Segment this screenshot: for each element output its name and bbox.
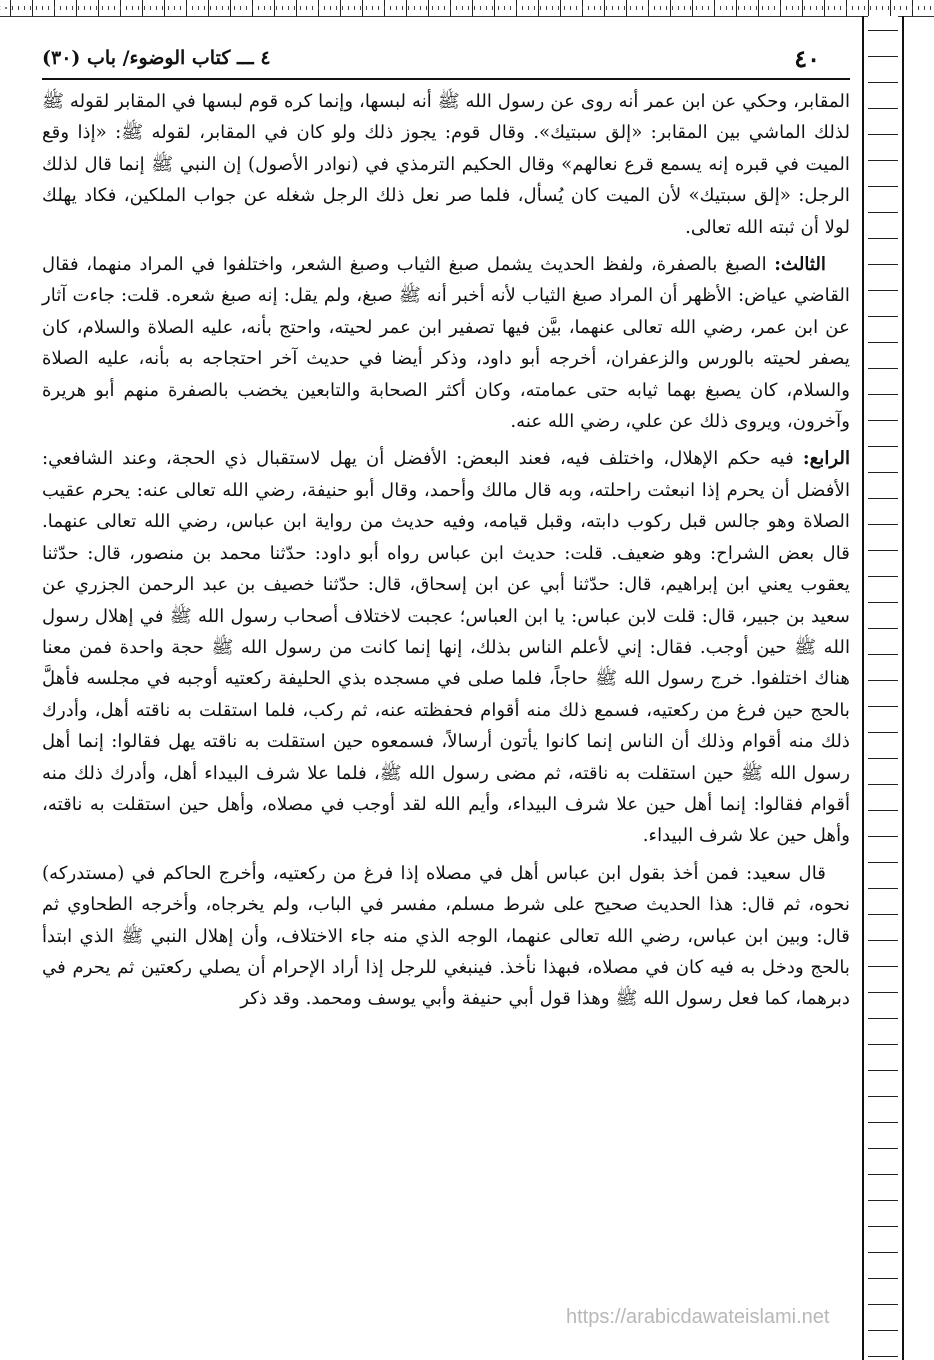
- side-ornament-border: [862, 16, 934, 1360]
- page-body: [42, 86, 850, 1015]
- running-title: ٤ ـــ كتاب الوضوء/ باب (٣٠): [42, 47, 271, 69]
- paragraph-3-text: فيه حكم الإهلال، واختلف فيه، فعند البعض: الأفضل أن يهل لاستقبال ذي الحجة، وعند الشافعي: الأفضل أن يحرم إذا انبعثت راحلته، وبه قال مالك وأحمد، وقال أبو حنيفة، رضي الله تعالى عنه: يحرم عقيب الصلاة وهو جالس قبل ركوب دابته، وقبل قيامه، وفيه حديث من رواية ابن عباس، رضي الله تعالى عنهما. قال بعض الشراح: وهو ضعيف. قلت: حديث ابن عباس رواه أبو داود: حدّثنا محمد بن منصور، قال: حدّثنا يعقوب يعني ابن إبراهيم، قال: حدّثنا أبي عن ابن إسحاق، قال: حدّثنا خصيف بن عبد الرحمن الجزري عن سعيد بن جبير، قال: قلت لابن عباس: يا ابن العباس؛ عجبت لاختلاف أصحاب رسول الله ﷺ في إهلال رسول الله ﷺ حين أوجب. فقال: إني لأعلم الناس بذلك، إنها إنما كانت من رسول الله ﷺ حجة واحدة فمن معنا هناك اختلفوا. خرج رسول الله ﷺ حاجاً، فلما صلى في مسجده بذي الحليفة ركعتيه أوجبه في مجلسه فأهلَّ بالحج حين فرغ من ركعتيه، فسمع ذلك منه أقوام فحفظته عنه، ثم ركب، فلما استقلت به ناقته أهل، وأدرك ذلك منه أقوام وذلك أن الناس إنما كانوا يأتون أرسالاً، فسمعوه حين استقلت به ناقته يهل فقالوا: إنما أهل رسول الله ﷺ حين استقلت به ناقته، ثم مضى رسول الله ﷺ، فلما علا شرف البيداء أهل، وأدرك ذلك منه أقوام فقالوا: إنما أهل حين علا شرف البيداء، وأيم الله لقد أوجب في مصلاه، وأهل حين استقلت به ناقته، وأهل حين علا شرف البيداء.: [42, 448, 850, 847]
- top-ornament-border: [0, 0, 934, 17]
- book-page: [42, 38, 850, 1338]
- paragraph-1-text: المقابر، وحكي عن ابن عمر أنه روى عن رسول الله ﷺ أنه لبسها، وإنما كره قوم لبسها في المقابر لقوله ﷺ لذلك الماشي بين المقابر: «إلق سبتيك». وقال قوم: يجوز ذلك ولو كان في المقابر، لقوله ﷺ: «إذا وقع الميت في قبره إنه يسمع قرع نعالهم» وقال الحكيم الترمذي في (نوادر الأصول) إن النبي ﷺ إنما قال لذلك الرجل: «إلق سبتيك» لأن الميت كان يُسأل، فلما صر نعل ذلك الرجل شغله عن جواب الملكين، فكاد يهلك لولا أن ثبته الله تعالى.: [42, 91, 850, 238]
- paragraph-2-lead: الثالث:: [774, 254, 826, 276]
- paragraph-4-text: قال سعيد: فمن أخذ بقول ابن عباس أهل في مصلاه إذا فرغ من ركعتيه، وأخرج الحاكم في (مستدركه) نحوه، ثم قال: هذا الحديث صحيح على شرط مسلم، مفسر في الباب، ولم يخرجاه، وأخرجه الطحاوي ثم قال: وبين ابن عباس، رضي الله تعالى عنهما، الوجه الذي منه جاء الاختلاف، وأن إهلال النبي ﷺ الذي ابتدأ بالحج ودخل به فيه كان في مصلاه، فبهذا نأخذ. فينبغي للرجل إذا أراد الإحرام أن يصلي ركعتين ثم يحرم في دبرهما، كما فعل رسول الله ﷺ وهذا قول أبي حنيفة وأبي يوسف ومحمد. وقد ذكر: [42, 862, 850, 1010]
- paragraph-1: [42, 86, 850, 243]
- paragraph-2: [42, 249, 850, 437]
- paragraph-3: [42, 443, 850, 851]
- paragraph-3-lead: الرابع:: [802, 448, 850, 470]
- paragraph-2-text: الصبغ بالصفرة، ولفظ الحديث يشمل صبغ الثياب وصبغ الشعر، واختلفوا في المراد منهما، فقال القاضي عياض: الأظهر أن المراد صبغ الثياب لأنه أخبر أنه ﷺ صبغ، ولم يقل: إنه صبغ شعره. قلت: جاءت آثار عن ابن عمر، رضي الله تعالى عنهما، بيَّن فيها تصفير ابن عمر لحيته، واحتج بأنه، عليه الصلاة والسلام، كان يصفر لحيته بالورس والزعفران، أخرجه أبو داود، وذكر أيضا في حديث آخر احتجاجه به بأنه، عليه الصلاة والسلام، كان يصبغ بهما ثيابه حتى عمامته، وكان أكثر الصحابة والتابعين يخضب بالصفرة منهم أبو هريرة وآخرون، ويروى ذلك عن علي، رضي الله عنه.: [42, 254, 850, 433]
- page-number: ٤٠: [794, 43, 820, 73]
- page-header: [42, 38, 850, 80]
- watermark-url: https://arabicdawateislami.net: [566, 1306, 830, 1328]
- paragraph-4: [42, 858, 850, 1015]
